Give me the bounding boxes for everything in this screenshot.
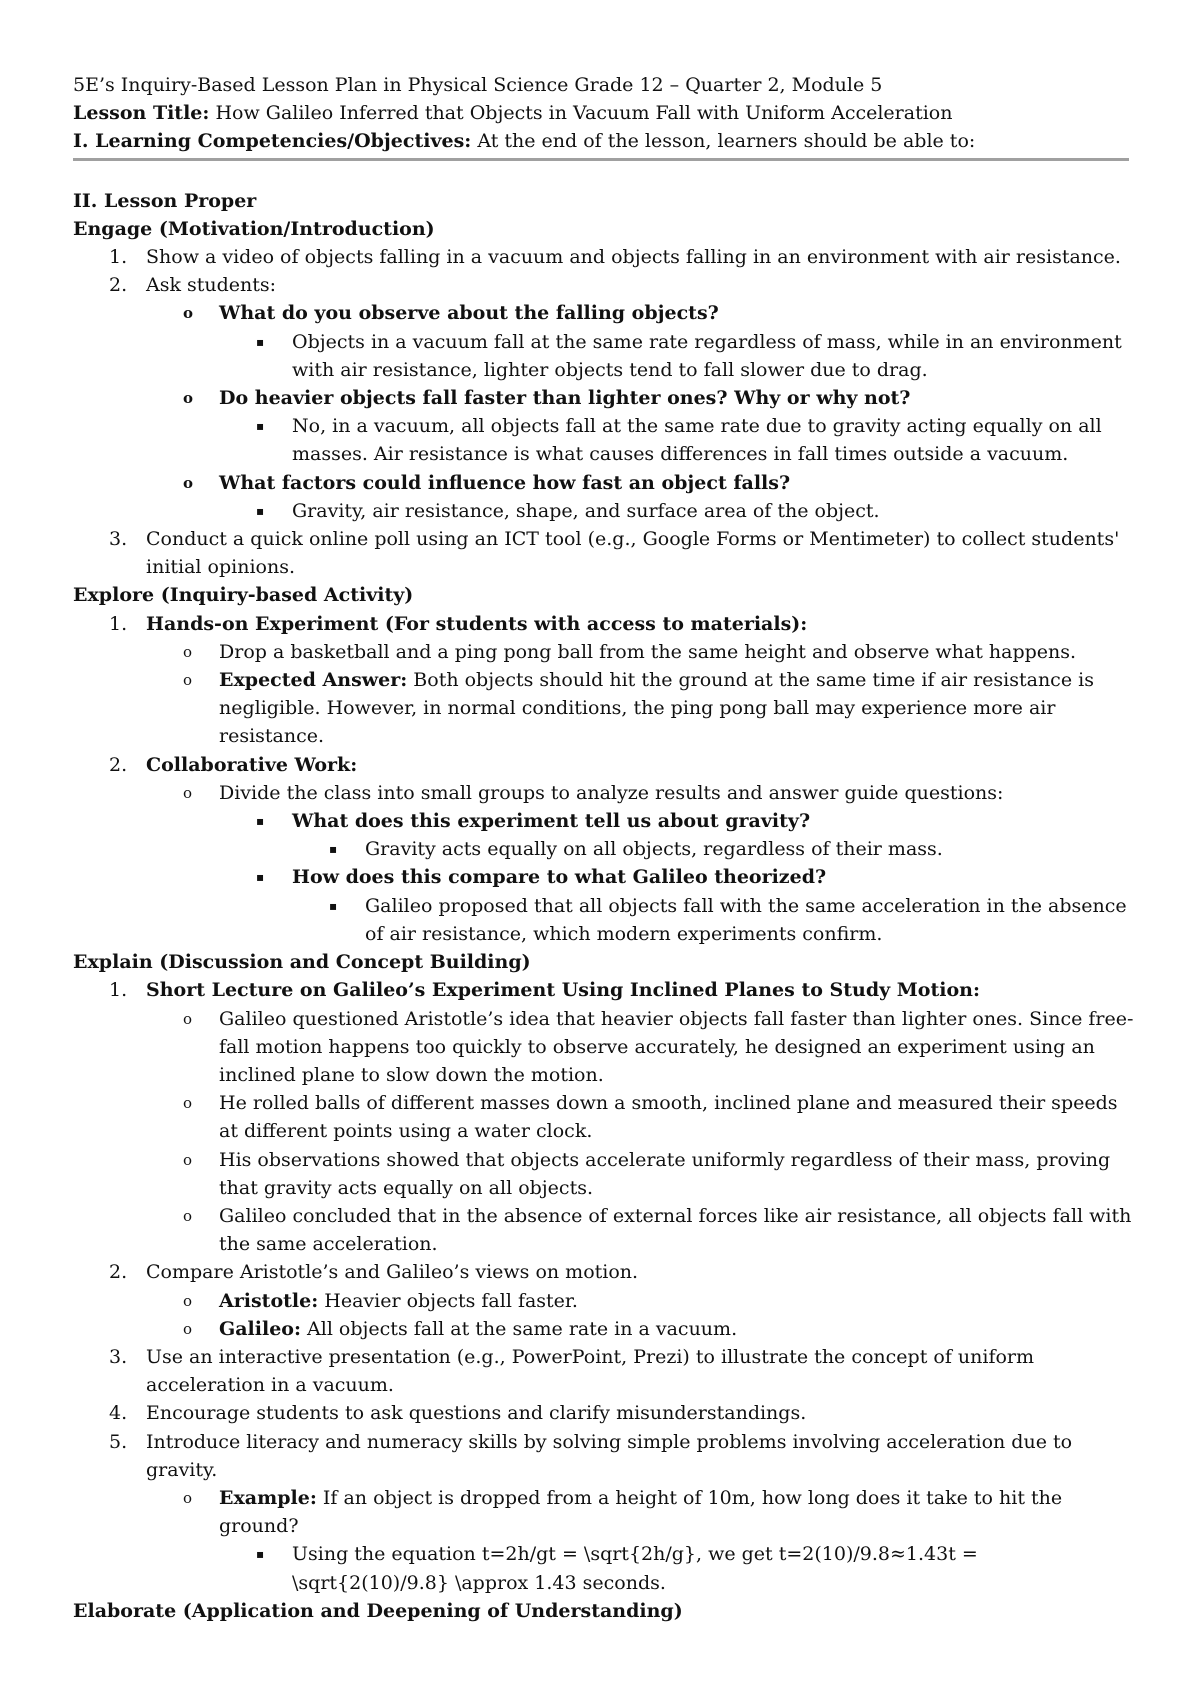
explain-heading: Explain (Discussion and Concept Building) bbox=[73, 951, 531, 974]
circle-bullet: o bbox=[183, 642, 193, 661]
competencies-line bbox=[73, 127, 1140, 155]
answer-item: ▪ Galileo proposed that all objects fall with the same acceleration in the absence of air resistance, which modern experiments confirm. bbox=[73, 892, 1140, 948]
sub-item: o Aristotle: Heavier objects fall faster. bbox=[73, 1287, 1140, 1315]
circle-bullet: o bbox=[183, 1291, 193, 1310]
sub-item: o Divide the class into small groups to analyze results and answer guide questions: bbox=[73, 779, 1140, 807]
explore-heading: Explore (Inquiry-based Activity) bbox=[73, 584, 414, 607]
list-number: 2. bbox=[109, 274, 128, 297]
sub-item: o His observations showed that objects accelerate uniformly regardless of their mass, proving that gravity acts equally on all objects. bbox=[73, 1146, 1140, 1202]
list-number: 5. bbox=[109, 1430, 128, 1453]
list-item: 1. Hands-on Experiment (For students with access to materials): bbox=[73, 610, 1140, 638]
list-item: 1. Short Lecture on Galileo’s Experiment Using Inclined Planes to Study Motion: bbox=[73, 976, 1140, 1004]
square-bullet-icon: ▪ bbox=[256, 334, 265, 349]
list-number: 2. bbox=[109, 753, 128, 776]
answer-item: ▪ No, in a vacuum, all objects fall at the same rate due to gravity acting equally on all masses. Air resistance is what causes differences in fall times outside a vacuum. bbox=[73, 412, 1140, 468]
list-item: 2. Compare Aristotle’s and Galileo’s views on motion. bbox=[73, 1258, 1140, 1286]
document-title: 5E’s Inquiry-Based Lesson Plan in Physical Science Grade 12 – Quarter 2, Module 5 bbox=[73, 74, 883, 96]
answer-item: ▪ Gravity, air resistance, shape, and surface area of the object. bbox=[73, 497, 1140, 525]
answer-item: ▪ Gravity acts equally on all objects, regardless of their mass. bbox=[73, 835, 1140, 863]
square-bullet-icon: ▪ bbox=[256, 503, 265, 518]
question-item: ▪ What does this experiment tell us about gravity? bbox=[73, 807, 1140, 835]
list-item: 5. Introduce literacy and numeracy skills by solving simple problems involving acceleration due to gravity. bbox=[73, 1428, 1140, 1484]
equation-item: ▪ Using the equation t=2h/gt = \sqrt{2h/g}, we get t=2(10)/9.8≈1.43t = \sqrt{2(10)/9.8} \approx 1.43 seconds. bbox=[73, 1540, 1140, 1596]
circle-bullet: o bbox=[183, 1094, 193, 1113]
list-number: 3. bbox=[109, 1345, 128, 1368]
list-item: 3. Conduct a quick online poll using an ICT tool (e.g., Google Forms or Mentimeter) to collect students' initial opinions. bbox=[73, 525, 1140, 581]
square-bullet-icon: ▪ bbox=[329, 898, 338, 913]
list-item: 3. Use an interactive presentation (e.g., PowerPoint, Prezi) to illustrate the concept of uniform acceleration in a vacuum. bbox=[73, 1343, 1140, 1399]
answer-item: ▪ Objects in a vacuum fall at the same rate regardless of mass, while in an environment with air resistance, lighter objects tend to fall slower due to drag. bbox=[73, 328, 1140, 384]
competencies-label: I. Learning Competencies/Objectives: bbox=[73, 130, 472, 153]
sub-item: o He rolled balls of different masses down a smooth, inclined plane and measured their speeds at different points using a water clock. bbox=[73, 1089, 1140, 1145]
sub-item: o Drop a basketball and a ping pong ball from the same height and observe what happens. bbox=[73, 638, 1140, 666]
list-number: 3. bbox=[109, 528, 128, 551]
list-number: 1. bbox=[109, 979, 128, 1002]
sub-item: o Example: If an object is dropped from a height of 10m, how long does it take to hit the ground? bbox=[73, 1484, 1140, 1540]
list-number: 1. bbox=[109, 246, 128, 269]
lesson-title-line bbox=[73, 99, 1140, 127]
list-number: 4. bbox=[109, 1402, 128, 1425]
lesson-proper-heading: II. Lesson Proper bbox=[73, 189, 257, 212]
list-number: 2. bbox=[109, 1261, 128, 1284]
list-item: 2. Ask students: bbox=[73, 271, 1140, 299]
circle-bullet: o bbox=[183, 389, 194, 408]
circle-bullet: o bbox=[183, 671, 193, 690]
sub-item: o Galileo concluded that in the absence of external forces like air resistance, all objects fall with the same acceleration. bbox=[73, 1202, 1140, 1258]
square-bullet-icon: ▪ bbox=[256, 870, 265, 885]
circle-bullet: o bbox=[183, 1009, 193, 1028]
question-item: o Do heavier objects fall faster than lighter ones? Why or why not? bbox=[73, 384, 1140, 412]
square-bullet-icon: ▪ bbox=[256, 1547, 265, 1562]
circle-bullet: o bbox=[183, 1319, 193, 1338]
question-item: o What do you observe about the falling objects? bbox=[73, 299, 1140, 327]
circle-bullet: o bbox=[183, 783, 193, 802]
list-item: 1. Show a video of objects falling in a vacuum and objects falling in an environment with air resistance. bbox=[73, 243, 1140, 271]
square-bullet-icon: ▪ bbox=[329, 842, 338, 857]
question-item: o What factors could influence how fast an object falls? bbox=[73, 469, 1140, 497]
square-bullet-icon: ▪ bbox=[256, 419, 265, 434]
circle-bullet: o bbox=[183, 304, 194, 323]
circle-bullet: o bbox=[183, 473, 194, 492]
list-number: 1. bbox=[109, 612, 128, 635]
engage-heading: Engage (Motivation/Introduction) bbox=[73, 217, 435, 240]
circle-bullet: o bbox=[183, 1150, 193, 1169]
competencies-text: At the end of the lesson, learners should be able to: bbox=[477, 130, 976, 153]
sub-item: o Expected Answer: Both objects should hit the ground at the same time if air resistance is negligible. However, in normal conditions, the ping pong ball may experience more air resistance. bbox=[73, 666, 1140, 751]
circle-bullet: o bbox=[183, 1488, 193, 1507]
elaborate-heading: Elaborate (Application and Deepening of Understanding) bbox=[73, 1599, 683, 1622]
sub-item: o Galileo: All objects fall at the same rate in a vacuum. bbox=[73, 1315, 1140, 1343]
list-item: 2. Collaborative Work: bbox=[73, 751, 1140, 779]
circle-bullet: o bbox=[183, 1206, 193, 1225]
lesson-title-label: Lesson Title: bbox=[73, 102, 210, 125]
square-bullet-icon: ▪ bbox=[256, 814, 265, 829]
lesson-title: How Galileo Inferred that Objects in Vacuum Fall with Uniform Acceleration bbox=[215, 102, 953, 125]
list-item: 4. Encourage students to ask questions and clarify misunderstandings. bbox=[73, 1399, 1140, 1427]
question-item: ▪ How does this compare to what Galileo theorized? bbox=[73, 863, 1140, 891]
sub-item: o Galileo questioned Aristotle’s idea that heavier objects fall faster than lighter ones. Since free-fall motion happens too quickly to observe accurately, he designed an experiment using an inclined plane to slow down the motion. bbox=[73, 1005, 1140, 1090]
